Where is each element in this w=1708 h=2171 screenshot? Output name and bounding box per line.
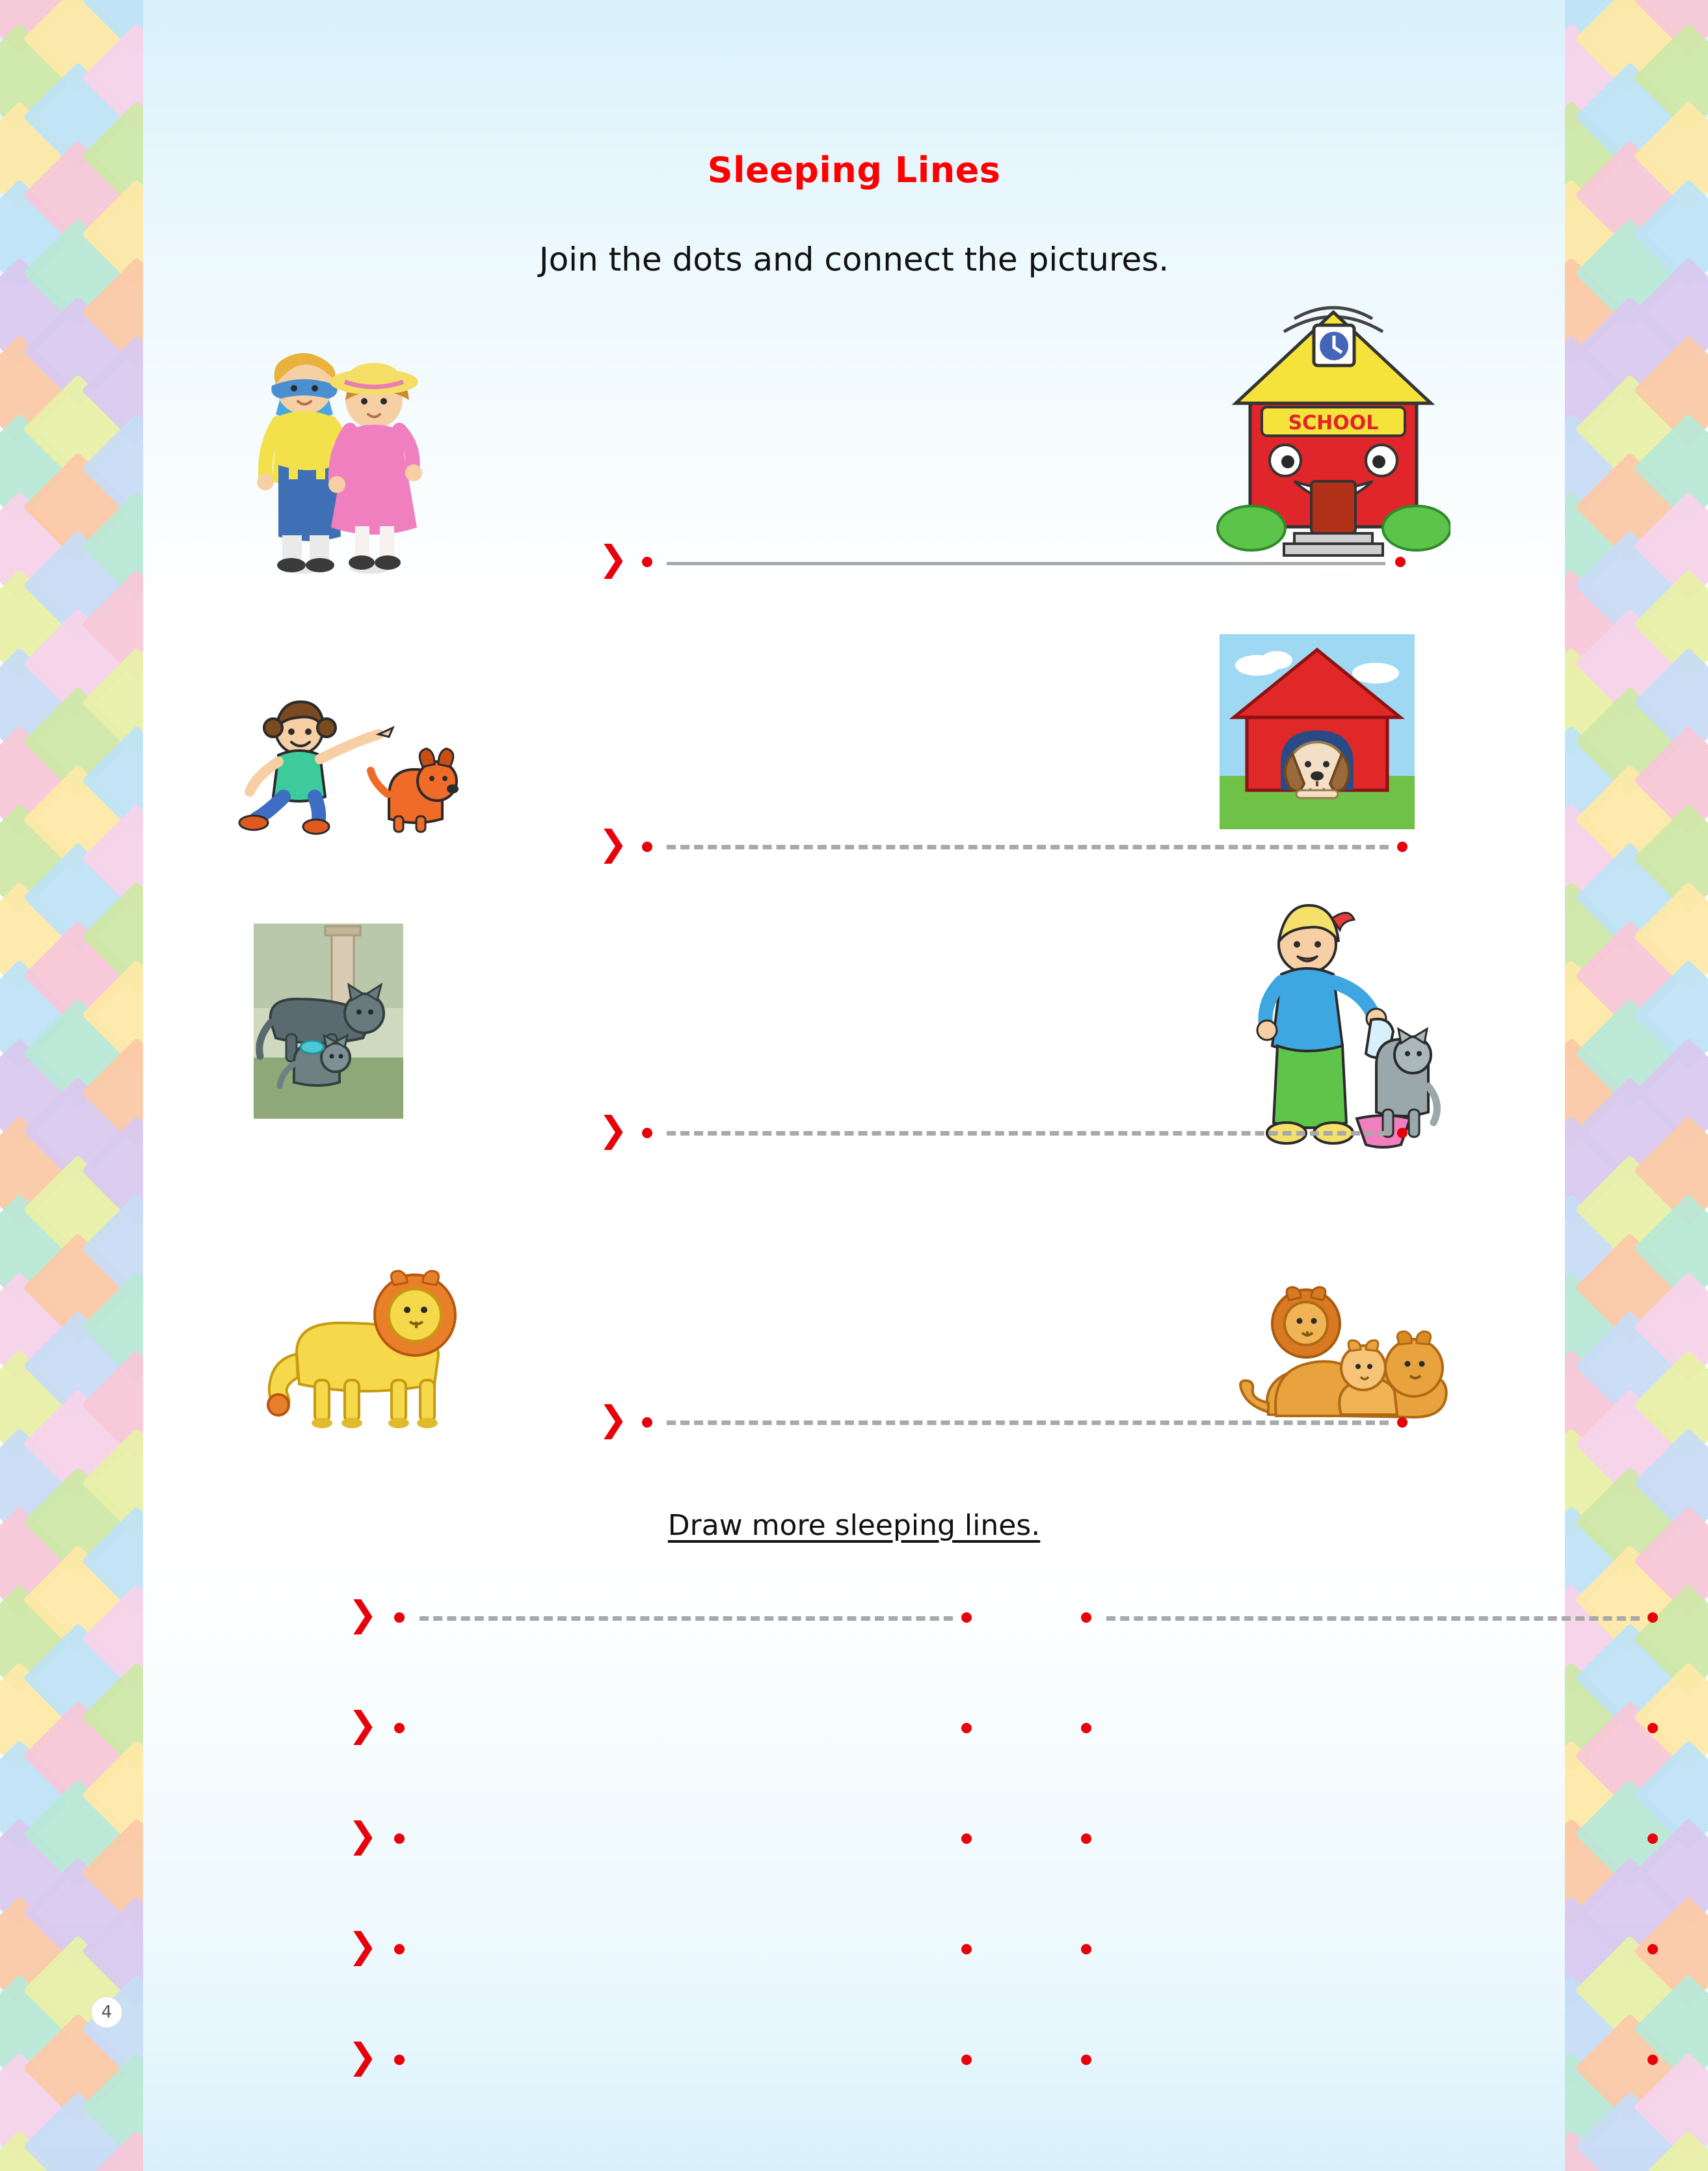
row-3-connector-line <box>667 1131 1387 1136</box>
right-decorative-border <box>1565 0 1708 2171</box>
practice-row-4-arrow: ❯ <box>348 1925 378 1966</box>
practice-row-3-right-start-dot <box>1081 1833 1091 1844</box>
illustration-girl-feeding-cat <box>1229 891 1444 1164</box>
practice-row-3-right-end-dot <box>1648 1833 1658 1844</box>
practice-row-1-right-start-dot <box>1081 1612 1091 1623</box>
practice-row-5-right-start-dot <box>1081 2055 1091 2065</box>
practice-row-4-right-start-dot <box>1081 1944 1091 1954</box>
practice-row-1-left-start-dot <box>394 1612 405 1623</box>
instruction-text: Join the dots and connect the pictures. <box>539 241 1169 278</box>
practice-row-4-left-end-dot <box>961 1944 972 1954</box>
row-2-end-dot <box>1397 842 1408 852</box>
practice-row-3-arrow: ❯ <box>348 1815 378 1856</box>
practice-row-2-right-end-dot <box>1648 1723 1658 1733</box>
row-1-end-dot <box>1395 557 1406 567</box>
row-3-end-dot <box>1397 1128 1408 1138</box>
illustration-dog-in-kennel <box>1220 634 1415 829</box>
row-4-end-dot <box>1397 1417 1408 1428</box>
practice-section-heading <box>143 1509 1565 1542</box>
illustration-lion-family-cubs <box>1229 1252 1450 1441</box>
illustration-lion <box>247 1255 462 1437</box>
practice-row-1-left-end-dot <box>961 1612 972 1623</box>
row-1-connector-line <box>667 562 1385 565</box>
svg-text:SCHOOL: SCHOOL <box>1288 412 1379 434</box>
worksheet-content <box>143 0 1565 2171</box>
practice-row-1-arrow: ❯ <box>348 1593 378 1634</box>
row-3-start-dot <box>642 1128 652 1138</box>
row-3-start-arrow: ❯ <box>598 1109 628 1150</box>
practice-row-3-left-end-dot <box>961 1833 972 1844</box>
practice-row-4-left-start-dot <box>394 1944 405 1954</box>
practice-row-5-left-start-dot <box>394 2055 405 2065</box>
illustration-red-schoolhouse <box>1216 286 1450 572</box>
row-1-start-dot <box>642 557 652 567</box>
row-2-start-dot <box>642 842 652 852</box>
row-2-start-arrow: ❯ <box>598 823 628 864</box>
practice-section-heading-text: Draw more sleeping lines. <box>667 1509 1041 1542</box>
practice-row-1-right-guide <box>1106 1616 1640 1621</box>
illustration-cat-on-fence <box>254 924 403 1119</box>
practice-row-5-arrow: ❯ <box>348 2036 378 2077</box>
practice-row-3-left-start-dot <box>394 1833 405 1844</box>
illustration-boy-and-girl-children <box>241 302 436 576</box>
practice-row-4-right-end-dot <box>1648 1944 1658 1954</box>
page-number: 4 <box>91 1997 122 2028</box>
row-4-connector-line <box>667 1420 1389 1425</box>
row-2-connector-line <box>667 845 1389 849</box>
row-4-start-arrow: ❯ <box>598 1398 628 1439</box>
illustration-girl-calling-dog <box>228 699 481 836</box>
practice-row-5-right-end-dot <box>1648 2055 1658 2065</box>
row-4-start-dot <box>642 1417 652 1428</box>
practice-row-5-left-end-dot <box>961 2055 972 2065</box>
practice-row-1-left-guide <box>420 1616 953 1621</box>
practice-row-2-arrow: ❯ <box>348 1704 378 1745</box>
practice-row-2-left-start-dot <box>394 1723 405 1733</box>
row-1-start-arrow: ❯ <box>598 538 628 579</box>
practice-row-2-left-end-dot <box>961 1723 972 1733</box>
practice-row-2-right-start-dot <box>1081 1723 1091 1733</box>
page-title: Sleeping Lines <box>707 150 1001 191</box>
practice-row-1-right-end-dot <box>1648 1612 1658 1623</box>
left-decorative-border <box>0 0 143 2171</box>
